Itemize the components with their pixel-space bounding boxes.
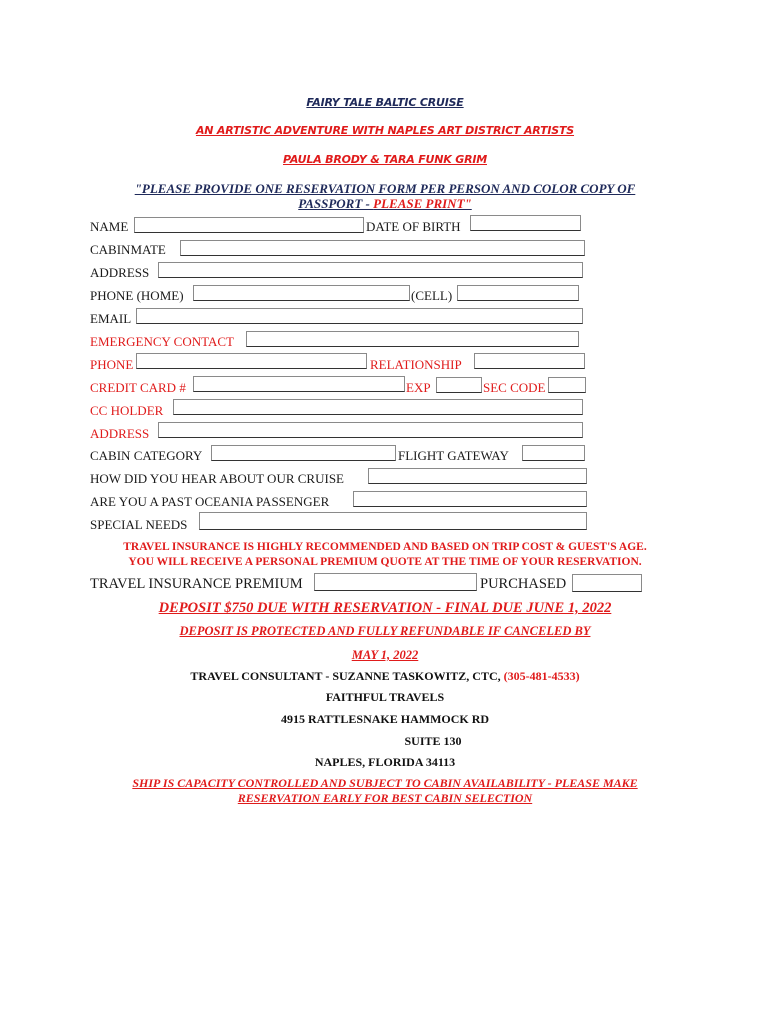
instructions-please-print: PLEASE PRINT"	[373, 196, 472, 211]
past-passenger-label: ARE YOU A PAST OCEANIA PASSENGER	[90, 494, 330, 509]
cc-holder-field[interactable]	[173, 399, 583, 415]
exp-label: EXP	[406, 380, 431, 395]
credit-card-label: CREDIT CARD #	[90, 380, 186, 395]
cruise-subtitle: AN ARTISTIC ADVENTURE WITH NAPLES ART DISTRICT ARTISTS	[195, 124, 575, 137]
insurance-premium-label: TRAVEL INSURANCE PREMIUM	[90, 576, 303, 592]
deposit-line2: DEPOSIT IS PROTECTED AND FULLY REFUNDABLE IF CANCELED BY	[179, 624, 591, 638]
footer-line2: RESERVATION EARLY FOR BEST CABIN SELECTION	[237, 791, 533, 805]
purchased-field[interactable]	[572, 574, 642, 592]
flight-gateway-field[interactable]	[522, 445, 585, 461]
past-passenger-field[interactable]	[353, 491, 587, 507]
company-name: FAITHFUL TRAVELS	[325, 690, 445, 704]
relationship-field[interactable]	[474, 353, 585, 369]
purchased-label: PURCHASED	[480, 576, 567, 592]
cc-address-field[interactable]	[158, 422, 583, 438]
suite: SUITE 130	[404, 734, 462, 748]
dob-field[interactable]	[470, 215, 581, 231]
cabin-category-label: CABIN CATEGORY	[90, 448, 203, 463]
name-field[interactable]	[134, 217, 364, 233]
cell-label: (CELL)	[411, 288, 453, 303]
instructions-line2	[100, 196, 670, 211]
cabinmate-field[interactable]	[180, 240, 585, 256]
instructions-line1: "PLEASE PROVIDE ONE RESERVATION FORM PER PERSON AND COLOR COPY OF	[134, 181, 636, 196]
dob-label: DATE OF BIRTH	[366, 219, 461, 234]
address-label: ADDRESS	[90, 265, 150, 280]
insurance-warning-line2: YOU WILL RECEIVE A PERSONAL PREMIUM QUOTE AT THE TIME OF YOUR RESERVATION.	[128, 556, 642, 568]
special-needs-field[interactable]	[199, 512, 587, 530]
insurance-premium-field[interactable]	[314, 573, 477, 591]
address-field[interactable]	[158, 262, 583, 278]
email-field[interactable]	[136, 308, 583, 324]
hear-about-field[interactable]	[368, 468, 587, 484]
emergency-contact-label: EMERGENCY CONTACT	[90, 334, 235, 349]
consultant-name: TRAVEL CONSULTANT - SUZANNE TASKOWITZ, CTC,	[190, 669, 501, 683]
cc-holder-label: CC HOLDER	[90, 403, 164, 418]
name-label: NAME	[90, 219, 129, 234]
cabinmate-label: CABINMATE	[90, 242, 166, 257]
phone-home-label: PHONE (HOME)	[90, 288, 184, 303]
deposit-line1: DEPOSIT $750 DUE WITH RESERVATION - FINAL DUE JUNE 1, 2022	[158, 600, 612, 616]
sec-code-label: SEC CODE	[483, 380, 546, 395]
instructions-passport: PASSPORT -	[298, 196, 374, 211]
emergency-phone-field[interactable]	[136, 353, 367, 369]
relationship-label: RELATIONSHIP	[370, 357, 462, 372]
emergency-contact-field[interactable]	[246, 331, 579, 347]
deposit-line3: MAY 1, 2022	[351, 648, 419, 662]
email-label: EMAIL	[90, 311, 132, 326]
exp-field[interactable]	[436, 377, 482, 393]
consultant-phone: (305-481-4533)	[503, 669, 580, 683]
footer-line1: SHIP IS CAPACITY CONTROLLED AND SUBJECT TO CABIN AVAILABILITY - PLEASE MAKE	[132, 776, 638, 790]
consultant-line	[0, 669, 770, 684]
cruise-title: FAIRY TALE BALTIC CRUISE	[306, 96, 464, 109]
special-needs-label: SPECIAL NEEDS	[90, 517, 188, 532]
cell-field[interactable]	[457, 285, 579, 301]
artists-line: PAULA BRODY & TARA FUNK GRIM	[283, 153, 487, 166]
flight-gateway-label: FLIGHT GATEWAY	[398, 448, 509, 463]
emergency-phone-label: PHONE	[90, 357, 134, 372]
city-state-zip: NAPLES, FLORIDA 34113	[314, 755, 456, 769]
insurance-warning-line1: TRAVEL INSURANCE IS HIGHLY RECOMMENDED AND BASED ON TRIP COST & GUEST'S AGE.	[123, 541, 647, 553]
street-address: 4915 RATTLESNAKE HAMMOCK RD	[280, 712, 490, 726]
cabin-category-field[interactable]	[211, 445, 396, 461]
credit-card-field[interactable]	[193, 376, 405, 392]
cc-address-label: ADDRESS	[90, 426, 150, 441]
sec-code-field[interactable]	[548, 377, 586, 393]
phone-home-field[interactable]	[193, 285, 410, 301]
hear-about-label: HOW DID YOU HEAR ABOUT OUR CRUISE	[90, 471, 344, 486]
